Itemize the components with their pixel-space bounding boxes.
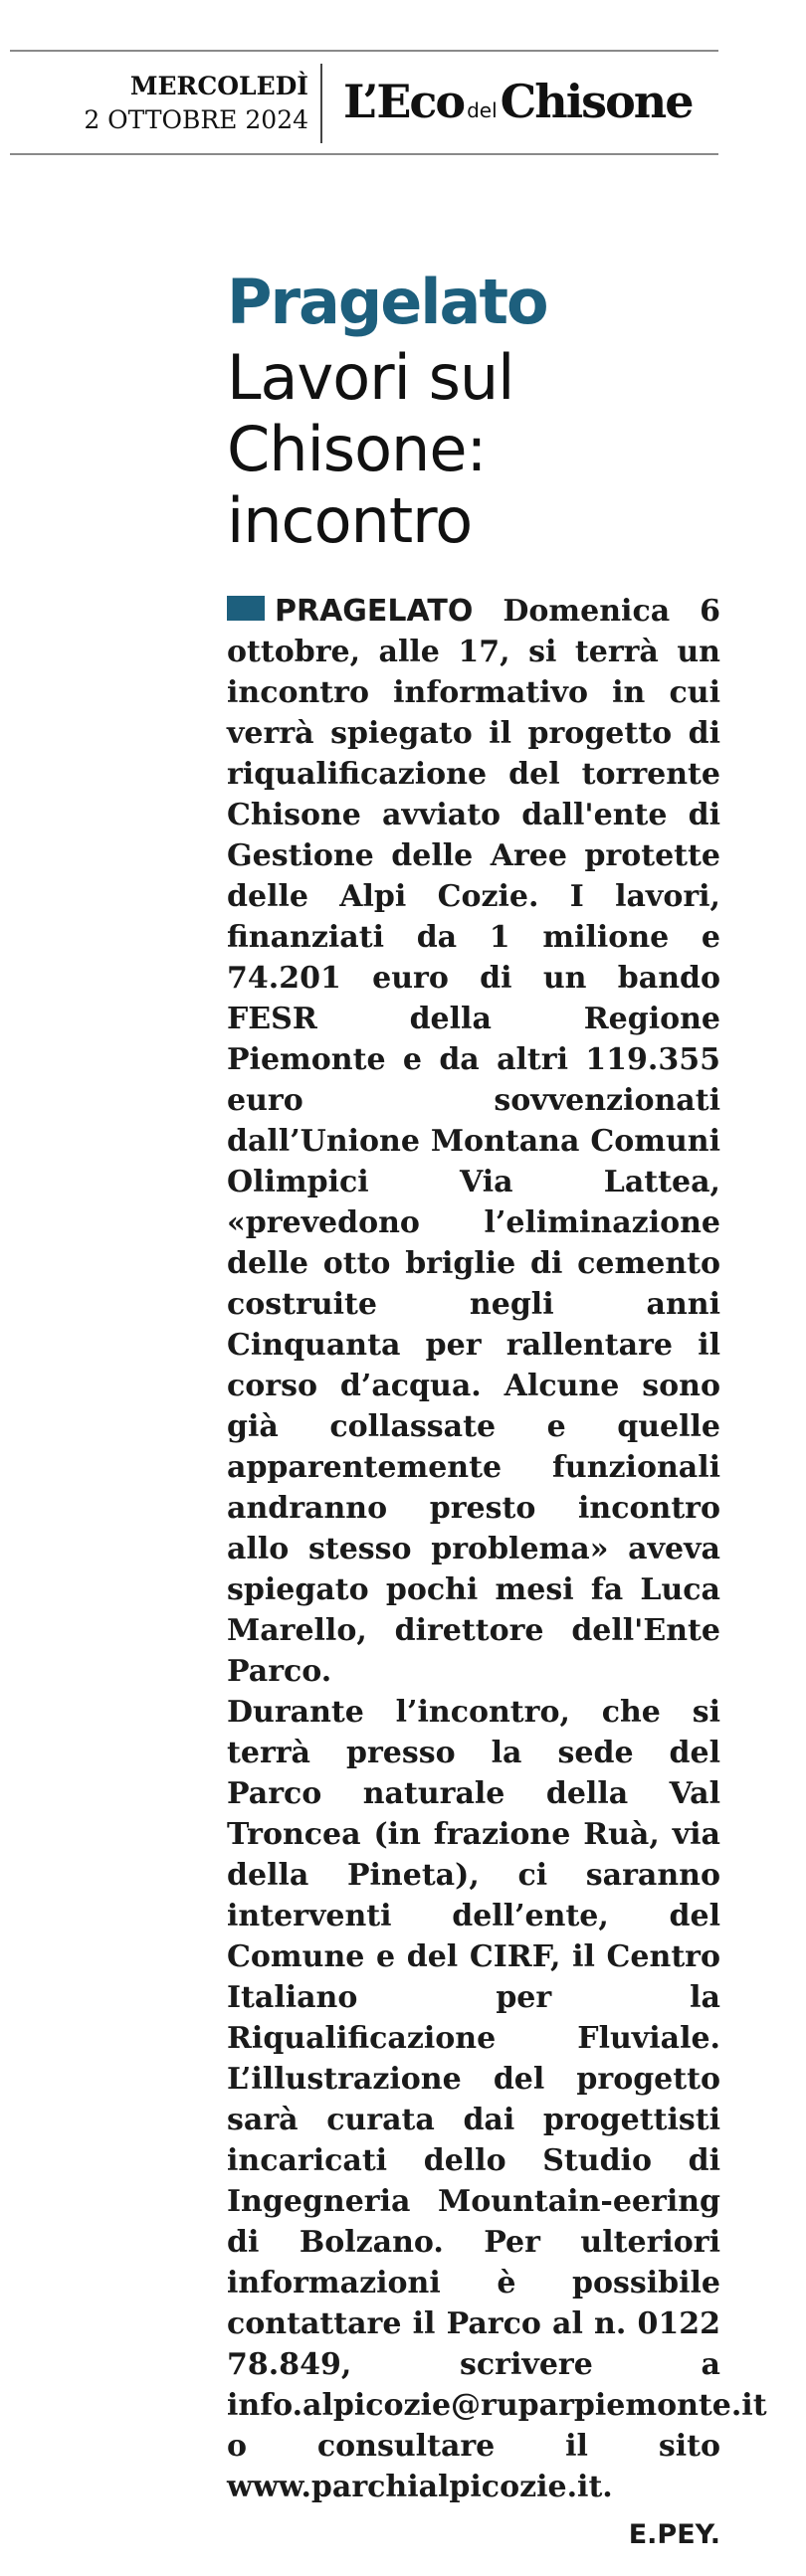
article-kicker: Pragelato	[227, 266, 547, 338]
article-headline: Lavori sul Chisone: incontro	[227, 341, 514, 557]
issue-date	[10, 70, 308, 137]
logo-part-del: del	[467, 98, 498, 122]
article-paragraph	[227, 1692, 767, 2507]
author-signature: E.PEY.	[628, 2519, 720, 2550]
masthead	[10, 50, 718, 155]
logo-part-chisone: Chisone	[500, 75, 693, 128]
article	[227, 266, 767, 2555]
paragraph-text: Durante l’incontro, che si terrà presso la sede del Parco naturale della Val Troncea (in frazione Ruà, via della Pineta), ci saranno interventi dell’ente, del Comune e del CIRF, il Centro Italiano per la Riqualificazione Fluviale. L’illustrazione del progetto sarà curata dai progettisti incaricati dello Studio di Ingegneria Mountain-eering di Bolzano. Per ulteriori informazioni è possibile contattare il Parco al n. 0122 78.849, scrivere a info.alpicozie@ruparpiemonte.it o consultare il sito www.parchialpicozie.it.	[227, 1695, 767, 2504]
accent-square-icon	[227, 596, 265, 621]
article-paragraph	[227, 591, 720, 1692]
article-dateline: PRAGELATO	[275, 594, 474, 629]
logo-part-eco: L’Eco	[343, 75, 465, 128]
masthead-divider	[320, 64, 322, 143]
issue-weekday: MERCOLEDÌ	[129, 72, 308, 100]
article-body	[227, 591, 767, 2507]
newspaper-logo	[343, 74, 692, 138]
issue-full-date: 2 OTTOBRE 2024	[84, 105, 308, 134]
paragraph-text: Domenica 6 ottobre, alle 17, si terrà un incontro informativo in cui verrà spiegato il progetto di riqualificazione del torrente Chisone avviato dall'ente di Gestione delle Aree protette delle Alpi Cozie. I lavori, finanziati da 1 milione e 74.201 euro di un bando FESR della Regione Piemonte e da altri 119.355 euro sovvenzionati dall’Unione Montana Comuni Olimpici Via Lattea, «prevedono l’eliminazione delle otto briglie di cemento costruite negli anni Cinquanta per rallentare il corso d’acqua. Alcune sono già collassate e quelle apparentemente funzionali andranno presto incontro allo stesso problema» aveva spiegato pochi mesi fa Luca Marello, direttore dell'Ente Parco.	[227, 594, 720, 1689]
